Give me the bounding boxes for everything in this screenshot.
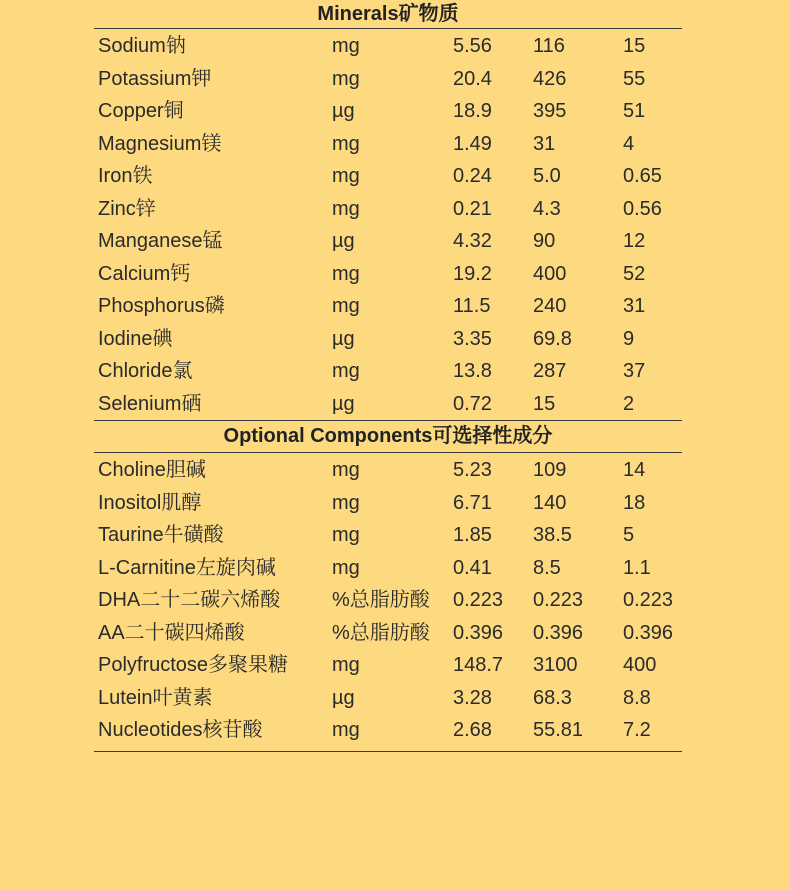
value-col-1: 1.49 xyxy=(453,132,492,155)
table-row xyxy=(94,323,682,356)
value-col-1: 3.35 xyxy=(453,327,492,350)
table-row xyxy=(94,128,682,161)
nutrient-unit: %总脂肪酸 xyxy=(332,589,430,611)
nutrient-name: Lutein叶黄素 xyxy=(98,686,213,709)
value-col-3: 1.1 xyxy=(623,556,651,579)
value-col-2: 240 xyxy=(533,295,567,317)
table-row xyxy=(94,714,682,747)
table-row xyxy=(94,519,682,552)
minerals-rows xyxy=(94,29,682,420)
optional-section-title: Optional Components可选择性成分 xyxy=(94,420,682,453)
value-col-3: 0.396 xyxy=(623,621,674,644)
nutrient-name: AA二十碳四烯酸 xyxy=(98,621,245,644)
table-row xyxy=(94,258,682,291)
value-col-1: 5.23 xyxy=(453,459,492,481)
nutrient-name: Magnesium镁 xyxy=(98,132,222,155)
value-col-3: 400 xyxy=(623,654,657,676)
nutrient-unit: mg xyxy=(332,719,360,741)
value-col-2: 15 xyxy=(533,392,556,415)
table-row xyxy=(94,160,682,193)
nutrient-unit: mg xyxy=(332,654,360,676)
value-col-2: 38.5 xyxy=(533,524,572,546)
nutrient-unit: µg xyxy=(332,230,355,252)
value-col-1: 19.2 xyxy=(453,262,492,285)
nutrient-unit: mg xyxy=(332,524,360,546)
table-row xyxy=(94,552,682,585)
nutrient-unit: µg xyxy=(332,100,355,122)
value-col-3: 31 xyxy=(623,295,646,317)
nutrient-unit: mg xyxy=(332,556,360,579)
nutrient-name: L-Carnitine左旋肉碱 xyxy=(98,556,276,579)
value-col-3: 2 xyxy=(623,392,635,415)
value-col-2: 109 xyxy=(533,459,567,481)
value-col-3: 4 xyxy=(623,132,635,155)
table-row xyxy=(94,30,682,63)
nutrient-name: Copper铜 xyxy=(98,100,184,122)
value-col-1: 3.28 xyxy=(453,686,492,709)
nutrient-name: Taurine牛磺酸 xyxy=(98,524,224,546)
value-col-3: 8.8 xyxy=(623,686,651,709)
value-col-3: 52 xyxy=(623,262,646,285)
value-col-2: 69.8 xyxy=(533,327,572,350)
value-col-3: 5 xyxy=(623,524,635,546)
value-col-1: 13.8 xyxy=(453,360,492,382)
nutrient-unit: mg xyxy=(332,67,360,90)
nutrient-name: Selenium硒 xyxy=(98,392,202,415)
nutrient-name: Nucleotides核苷酸 xyxy=(98,719,263,741)
nutrient-name: Chloride氯 xyxy=(98,360,193,382)
table-row xyxy=(94,617,682,650)
value-col-2: 68.3 xyxy=(533,686,572,709)
value-col-3: 9 xyxy=(623,327,635,350)
optional-rows xyxy=(94,453,682,747)
nutrient-name: Polyfructose多聚果糖 xyxy=(98,654,289,676)
value-col-3: 0.65 xyxy=(623,165,662,187)
value-col-1: 148.7 xyxy=(453,654,504,676)
value-col-2: 426 xyxy=(533,67,567,90)
table-row xyxy=(94,454,682,487)
value-col-3: 18 xyxy=(623,491,646,514)
nutrient-unit: mg xyxy=(332,197,360,220)
value-col-2: 55.81 xyxy=(533,719,584,741)
value-col-1: 11.5 xyxy=(453,295,491,317)
value-col-1: 2.68 xyxy=(453,719,492,741)
value-col-2: 5.0 xyxy=(533,165,561,187)
nutrient-name: Potassium钾 xyxy=(98,67,212,90)
nutrient-unit: µg xyxy=(332,686,355,709)
nutrient-name: Iron铁 xyxy=(98,165,153,187)
nutrient-name: Choline胆碱 xyxy=(98,459,206,481)
value-col-1: 0.396 xyxy=(453,621,504,644)
nutrient-unit: mg xyxy=(332,459,360,481)
value-col-3: 7.2 xyxy=(623,719,651,741)
nutrient-name: Iodine碘 xyxy=(98,327,173,350)
nutrient-unit: µg xyxy=(332,327,355,350)
value-col-2: 3100 xyxy=(533,654,578,676)
nutrient-name: Manganese锰 xyxy=(98,230,223,252)
value-col-1: 4.32 xyxy=(453,230,492,252)
value-col-2: 140 xyxy=(533,491,567,514)
value-col-3: 55 xyxy=(623,67,646,90)
value-col-2: 0.223 xyxy=(533,589,584,611)
table-bottom-rule xyxy=(94,747,682,752)
table-row xyxy=(94,193,682,226)
value-col-1: 1.85 xyxy=(453,524,492,546)
value-col-1: 6.71 xyxy=(453,491,492,514)
nutrient-unit: mg xyxy=(332,35,360,57)
nutrient-name: Zinc锌 xyxy=(98,197,156,220)
value-col-2: 0.396 xyxy=(533,621,584,644)
nutrient-unit: mg xyxy=(332,262,360,285)
value-col-1: 0.41 xyxy=(453,556,492,579)
value-col-3: 15 xyxy=(623,35,646,57)
nutrition-table xyxy=(94,0,682,752)
nutrient-name: Inositol肌醇 xyxy=(98,491,202,514)
table-row xyxy=(94,225,682,258)
value-col-2: 116 xyxy=(533,35,565,57)
nutrient-unit: mg xyxy=(332,491,360,514)
table-row xyxy=(94,584,682,617)
value-col-2: 395 xyxy=(533,100,567,122)
value-col-3: 14 xyxy=(623,459,646,481)
value-col-3: 12 xyxy=(623,230,646,252)
value-col-2: 8.5 xyxy=(533,556,561,579)
nutrient-name: Calcium钙 xyxy=(98,262,191,285)
table-row xyxy=(94,355,682,388)
table-row xyxy=(94,290,682,323)
value-col-1: 0.24 xyxy=(453,165,492,187)
table-row xyxy=(94,487,682,520)
value-col-2: 4.3 xyxy=(533,197,561,220)
table-row xyxy=(94,649,682,682)
value-col-2: 31 xyxy=(533,132,556,155)
value-col-2: 90 xyxy=(533,230,556,252)
value-col-2: 287 xyxy=(533,360,567,382)
nutrient-name: DHA二十二碳六烯酸 xyxy=(98,589,281,611)
value-col-3: 37 xyxy=(623,360,646,382)
value-col-1: 0.223 xyxy=(453,589,504,611)
value-col-3: 51 xyxy=(623,100,646,122)
table-row xyxy=(94,388,682,421)
nutrient-unit: %总脂肪酸 xyxy=(332,621,430,644)
nutrient-unit: mg xyxy=(332,132,360,155)
value-col-3: 0.56 xyxy=(623,197,662,220)
value-col-1: 0.72 xyxy=(453,392,492,415)
value-col-1: 20.4 xyxy=(453,67,492,90)
minerals-section-title: Minerals矿物质 xyxy=(94,0,682,29)
value-col-1: 18.9 xyxy=(453,100,492,122)
value-col-2: 400 xyxy=(533,262,567,285)
value-col-3: 0.223 xyxy=(623,589,674,611)
value-col-1: 0.21 xyxy=(453,197,492,220)
table-row xyxy=(94,682,682,715)
table-row xyxy=(94,63,682,96)
nutrient-unit: µg xyxy=(332,392,355,415)
nutrient-name: Sodium钠 xyxy=(98,35,186,57)
table-row xyxy=(94,95,682,128)
nutrient-name: Phosphorus磷 xyxy=(98,295,225,317)
nutrient-unit: mg xyxy=(332,295,360,317)
nutrient-unit: mg xyxy=(332,165,360,187)
nutrient-unit: mg xyxy=(332,360,360,382)
value-col-1: 5.56 xyxy=(453,35,492,57)
